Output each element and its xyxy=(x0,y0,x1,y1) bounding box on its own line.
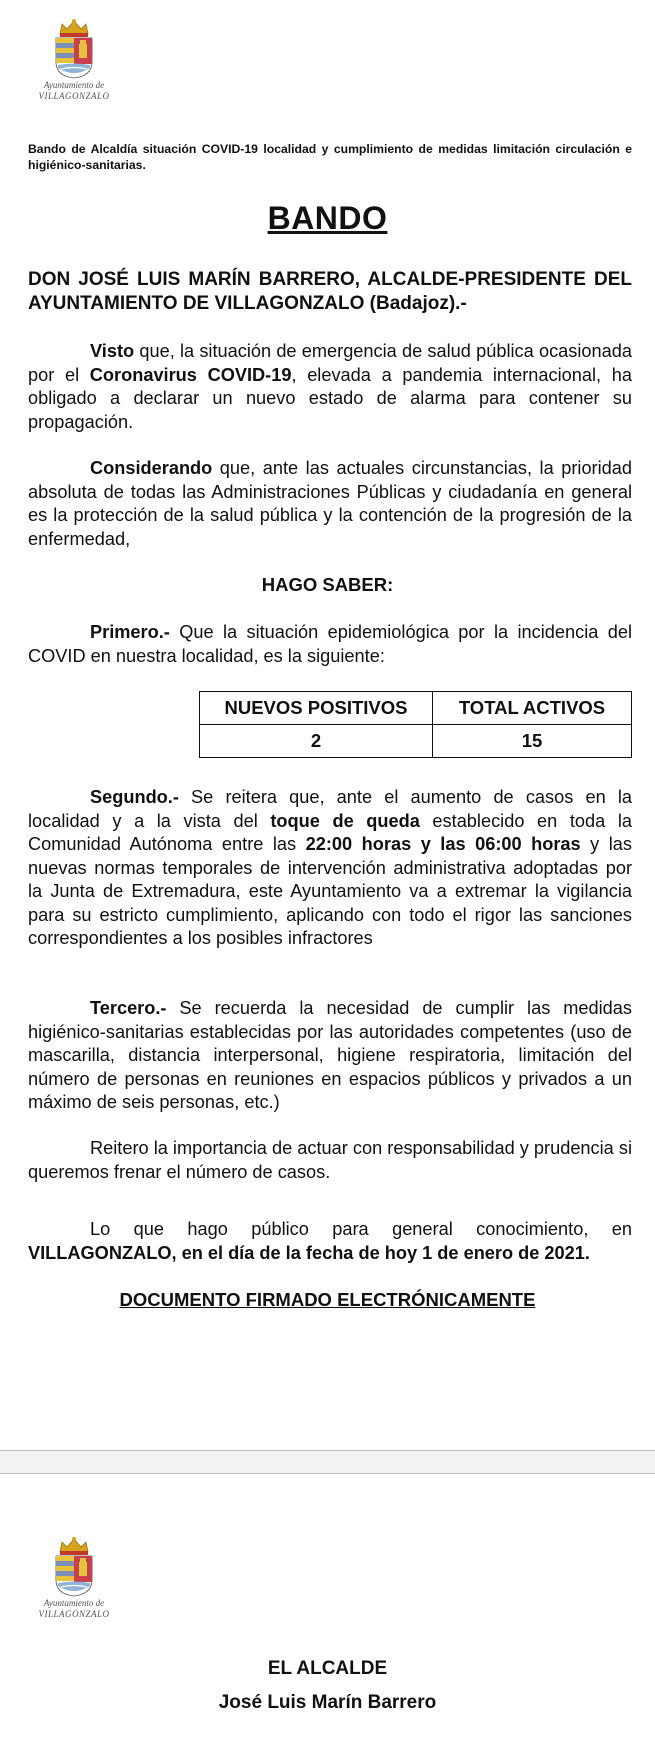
crest-caption-line1: Ayuntamiento de xyxy=(43,80,105,90)
table-cell-nuevos-positivos: 2 xyxy=(200,725,433,758)
considerando-lead: Considerando xyxy=(90,458,213,478)
visto-text-1: que, la situación de emergencia de salud pública ocasionada por el xyxy=(28,341,632,385)
table-row xyxy=(200,725,632,758)
segundo-text-1: Se reitera que, ante el aumento de casos en la localidad y a la vista del xyxy=(28,787,632,831)
paragraph-closing xyxy=(28,1218,632,1265)
table-header-cell: NUEVOS POSITIVOS xyxy=(200,692,433,725)
crest-caption-line2: VILLAGONZALO xyxy=(38,1609,110,1619)
paragraph-reitero xyxy=(28,1137,632,1184)
coat-of-arms-icon xyxy=(50,18,98,80)
segundo-text-3: y las nuevas normas temporales de intervención administrativa adoptadas por la Junta de Extremadura, este Ayuntamiento va a extremar la vigilancia para su estricto cumplimiento, aplicando con todo el rigor las sanciones correspondientes a los posibles infractores xyxy=(28,834,632,948)
tercero-text: Se recuerda la necesidad de cumplir las medidas higiénico-sanitarias establecidas por las autoridades competentes (uso de mascarilla, distancia interpersonal, higiene respiratoria, limitación del número de personas en reuniones en espacios públicos y privados a un máximo de seis personas, etc.) xyxy=(28,998,632,1112)
primero-text: Que la situación epidemiológica por la incidencia del COVID en nuestra localidad, es la siguiente: xyxy=(28,622,632,666)
document-title: BANDO xyxy=(267,200,388,236)
segundo-lead: Segundo.- xyxy=(90,787,179,807)
town-crest-logo-footer xyxy=(26,1536,122,1620)
segundo-bold-2: 22:00 horas y las 06:00 horas xyxy=(305,834,581,854)
electronic-signature-notice: DOCUMENTO FIRMADO ELECTRÓNICAMENTE xyxy=(119,1289,536,1310)
signature-name: José Luis Marín Barrero xyxy=(218,1692,437,1713)
visto-text-2: , elevada a pandemia internacional, ha obligado a declarar un nuevo estado de alarma para contener su propagación. xyxy=(28,364,632,432)
table-header-row xyxy=(200,692,632,725)
paragraph-segundo xyxy=(28,786,632,951)
hago-saber-heading: HAGO SABER: xyxy=(261,574,394,595)
signature-role: EL ALCALDE xyxy=(267,1658,388,1679)
paragraph-considerando xyxy=(28,457,632,551)
tercero-lead: Tercero.- xyxy=(90,998,167,1018)
closing-text: Lo que hago público para general conocimiento, en xyxy=(90,1219,632,1239)
table-header-cell: TOTAL ACTIVOS xyxy=(433,692,632,725)
table-cell-total-activos: 15 xyxy=(433,725,632,758)
coat-of-arms-icon xyxy=(50,1536,98,1598)
paragraph-visto xyxy=(28,340,632,434)
town-crest-logo xyxy=(26,18,122,102)
considerando-text: que, ante las actuales circunstancias, la prioridad absoluta de todas las Administraciones Públicas y ciudadanía en general es la protección de la salud pública y la contención de la progresión de la enfermedad, xyxy=(28,458,632,549)
paragraph-tercero xyxy=(28,997,632,1115)
primero-lead: Primero.- xyxy=(90,622,170,642)
visto-lead: Visto xyxy=(90,341,135,361)
visto-bold-1: Coronavirus COVID-19 xyxy=(89,364,292,385)
reitero-text: Reitero la importancia de actuar con responsabilidad y prudencia si queremos frenar el número de casos. xyxy=(28,1138,632,1182)
segundo-text-2: establecido en toda la Comunidad Autónoma entre las xyxy=(28,810,632,854)
document-subject: Bando de Alcaldía situación COVID-19 localidad y cumplimiento de medidas limitación circulación e higiénico-sanitarias. xyxy=(28,142,632,172)
page-separator xyxy=(0,1450,655,1474)
closing-bold: VILLAGONZALO, en el día de la fecha de hoy 1 de enero de 2021. xyxy=(28,1242,590,1263)
crest-caption-line2: VILLAGONZALO xyxy=(38,91,110,101)
mayor-header: DON JOSÉ LUIS MARÍN BARRERO, ALCALDE-PRESIDENTE DEL AYUNTAMIENTO DE VILLAGONZALO (Badajoz).- xyxy=(28,269,632,314)
crest-caption-line1: Ayuntamiento de xyxy=(43,1598,105,1608)
segundo-bold-1: toque de queda xyxy=(270,810,420,831)
covid-cases-table xyxy=(199,691,632,758)
paragraph-primero xyxy=(28,621,632,668)
